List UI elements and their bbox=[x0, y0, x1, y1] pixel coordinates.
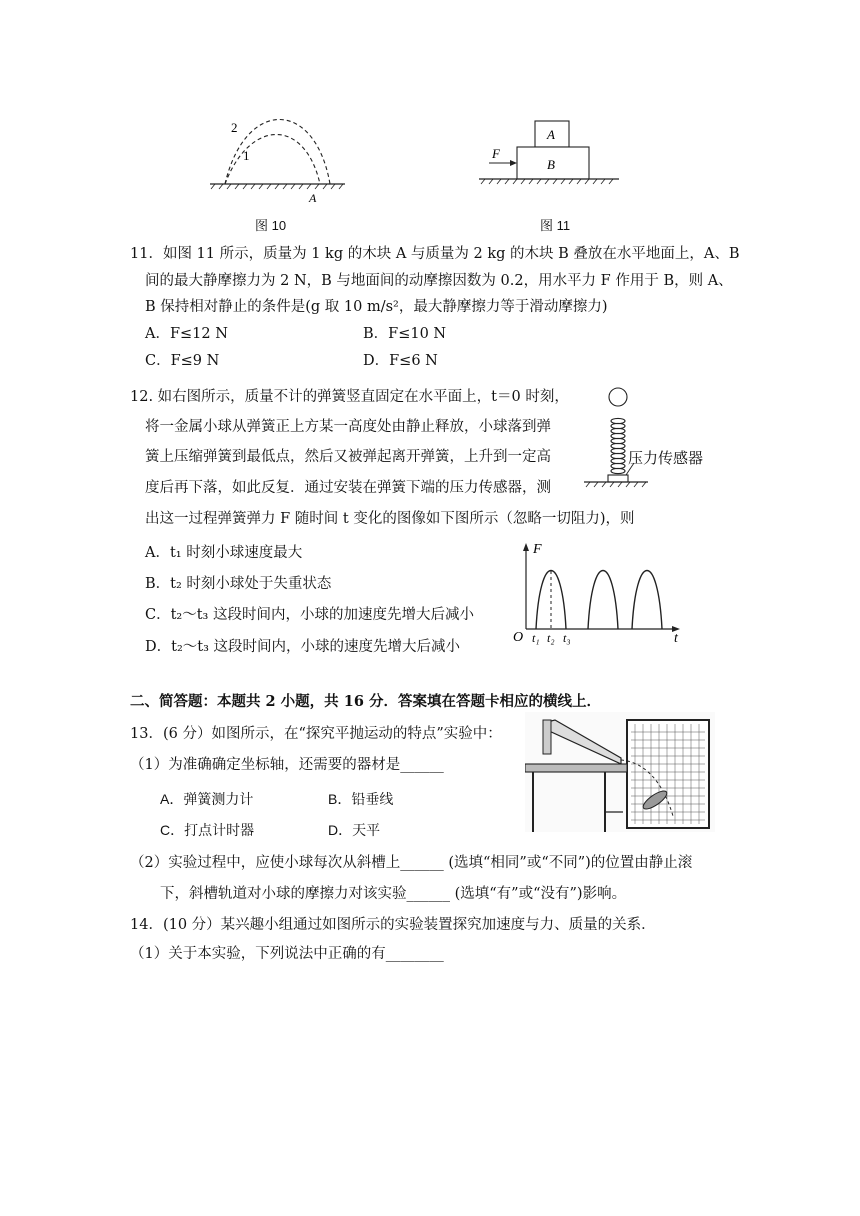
pressure-sensor-block bbox=[608, 475, 628, 482]
pressure-sensor-label: 压力传感器 bbox=[628, 450, 704, 467]
figure-11-blocks bbox=[475, 118, 623, 188]
q11-line-2: 间的最大静摩擦力为 2 N，B 与地面间的动摩擦因数为 0.2，用水平力 F 作用于 B，则 A、 bbox=[145, 273, 733, 289]
q12-line-1: 12. 如右图所示，质量不计的弹簧竖直固定在水平面上，t＝0 时刻， bbox=[130, 389, 569, 405]
q11-line-3: B 保持相对静止的条件是(g 取 10 m/s²，最大静摩擦力等于滑动摩擦力) bbox=[145, 299, 608, 315]
trajectory-2 bbox=[225, 120, 330, 185]
sensor-ground-hatching bbox=[586, 482, 646, 487]
trajectory-label-2: 2 bbox=[231, 120, 238, 135]
q12-option-d[interactable]: D．t₂～t₃ 这段时间内，小球的速度先增大后减小 bbox=[145, 639, 461, 655]
ground-hatching-11 bbox=[481, 179, 613, 184]
q12-line-4: 度后再下落，如此反复．通过安装在弹簧下端的压力传感器，测 bbox=[145, 480, 551, 496]
trajectory-1 bbox=[225, 135, 320, 185]
figure-10-caption: 图 10 bbox=[255, 218, 287, 233]
trajectory-label-1: 1 bbox=[243, 148, 250, 163]
graph-label-t: t bbox=[674, 631, 678, 645]
q12-line-2: 将一金属小球从弹簧正上方某一高度处由静止释放，小球落到弹 bbox=[145, 419, 551, 435]
q14-line-1: 14．(10 分）某兴趣小组通过如图所示的实验装置探究加速度与力、质量的关系． bbox=[130, 917, 656, 933]
q11-option-a[interactable]: A．F≤12 N bbox=[145, 326, 228, 342]
section-2-heading: 二、简答题：本题共 2 小题，共 16 分．答案填在答题卡相应的横线上． bbox=[130, 693, 601, 710]
block-b-label: B bbox=[547, 157, 555, 172]
chute-stand bbox=[543, 720, 551, 754]
projectile-apparatus-figure bbox=[525, 712, 715, 832]
q12-option-a[interactable]: A．t₁ 时刻小球速度最大 bbox=[145, 545, 303, 561]
force-time-graph bbox=[508, 541, 688, 645]
q13-option-c[interactable]: C．打点计时器 bbox=[160, 822, 255, 838]
graph-label-t3: t₃ bbox=[563, 631, 571, 645]
figure-10-trajectories bbox=[205, 112, 350, 206]
q12-option-c[interactable]: C．t₂～t₃ 这段时间内，小球的加速度先增大后减小 bbox=[145, 607, 474, 623]
q13-option-a[interactable]: A．弹簧测力计 bbox=[160, 791, 254, 807]
metal-ball bbox=[609, 388, 627, 406]
q13-sub-2-line-2: 下，斜槽轨道对小球的摩擦力对该实验______ (选填“有”或“没有”)影响。 bbox=[160, 886, 627, 902]
q13-sub-2-line-1: （2）实验过程中，应使小球每次从斜槽上______ (选填“相同”或“不同”)的位置由静止滚 bbox=[130, 855, 693, 871]
force-pulse-3 bbox=[632, 571, 662, 630]
point-label-a: A bbox=[309, 191, 317, 205]
f-axis-arrowhead bbox=[523, 543, 529, 551]
table-top bbox=[525, 764, 627, 772]
block-a-label: A bbox=[547, 127, 555, 142]
graph-label-o: O bbox=[513, 630, 524, 645]
q12-option-b[interactable]: B．t₂ 时刻小球处于失重状态 bbox=[145, 576, 332, 592]
q13-line-1: 13．(6 分）如图所示，在“探究平抛运动的特点”实验中： bbox=[130, 726, 502, 742]
spring-coil bbox=[611, 418, 625, 473]
q12-line-3: 簧上压缩弹簧到最低点，然后又被弹起离开弹簧，上升到一定高 bbox=[145, 449, 551, 465]
q14-sub-1: （1）关于本实验，下列说法中正确的有________ bbox=[130, 946, 444, 962]
q11-option-b[interactable]: B．F≤10 N bbox=[363, 326, 447, 342]
q11-option-d[interactable]: D．F≤6 N bbox=[363, 353, 438, 369]
force-pulse-2 bbox=[588, 571, 618, 630]
q11-line-1: 11．如图 11 所示，质量为 1 kg 的木块 A 与质量为 2 kg 的木块 B 叠放在水平地面上，A、B bbox=[130, 246, 740, 262]
graph-label-f: F bbox=[533, 542, 542, 557]
force-arrowhead bbox=[510, 160, 517, 166]
q13-option-d[interactable]: D．天平 bbox=[328, 822, 381, 838]
q13-option-b[interactable]: B．铅垂线 bbox=[328, 791, 394, 807]
q13-sub-1: （1）为准确确定坐标轴，还需要的器材是______ bbox=[130, 757, 444, 773]
q11-option-c[interactable]: C．F≤9 N bbox=[145, 353, 220, 369]
graph-label-t2: t₂ bbox=[547, 631, 555, 645]
spring-sensor-figure bbox=[582, 385, 712, 495]
q12-line-5: 出这一过程弹簧弹力 F 随时间 t 变化的图像如下图所示（忽略一切阻力)，则 bbox=[145, 511, 635, 527]
force-label: F bbox=[492, 146, 500, 161]
ground-hatching bbox=[211, 184, 343, 189]
figure-11-caption: 图 11 bbox=[540, 218, 571, 233]
graph-label-t1: t₁ bbox=[532, 631, 540, 645]
